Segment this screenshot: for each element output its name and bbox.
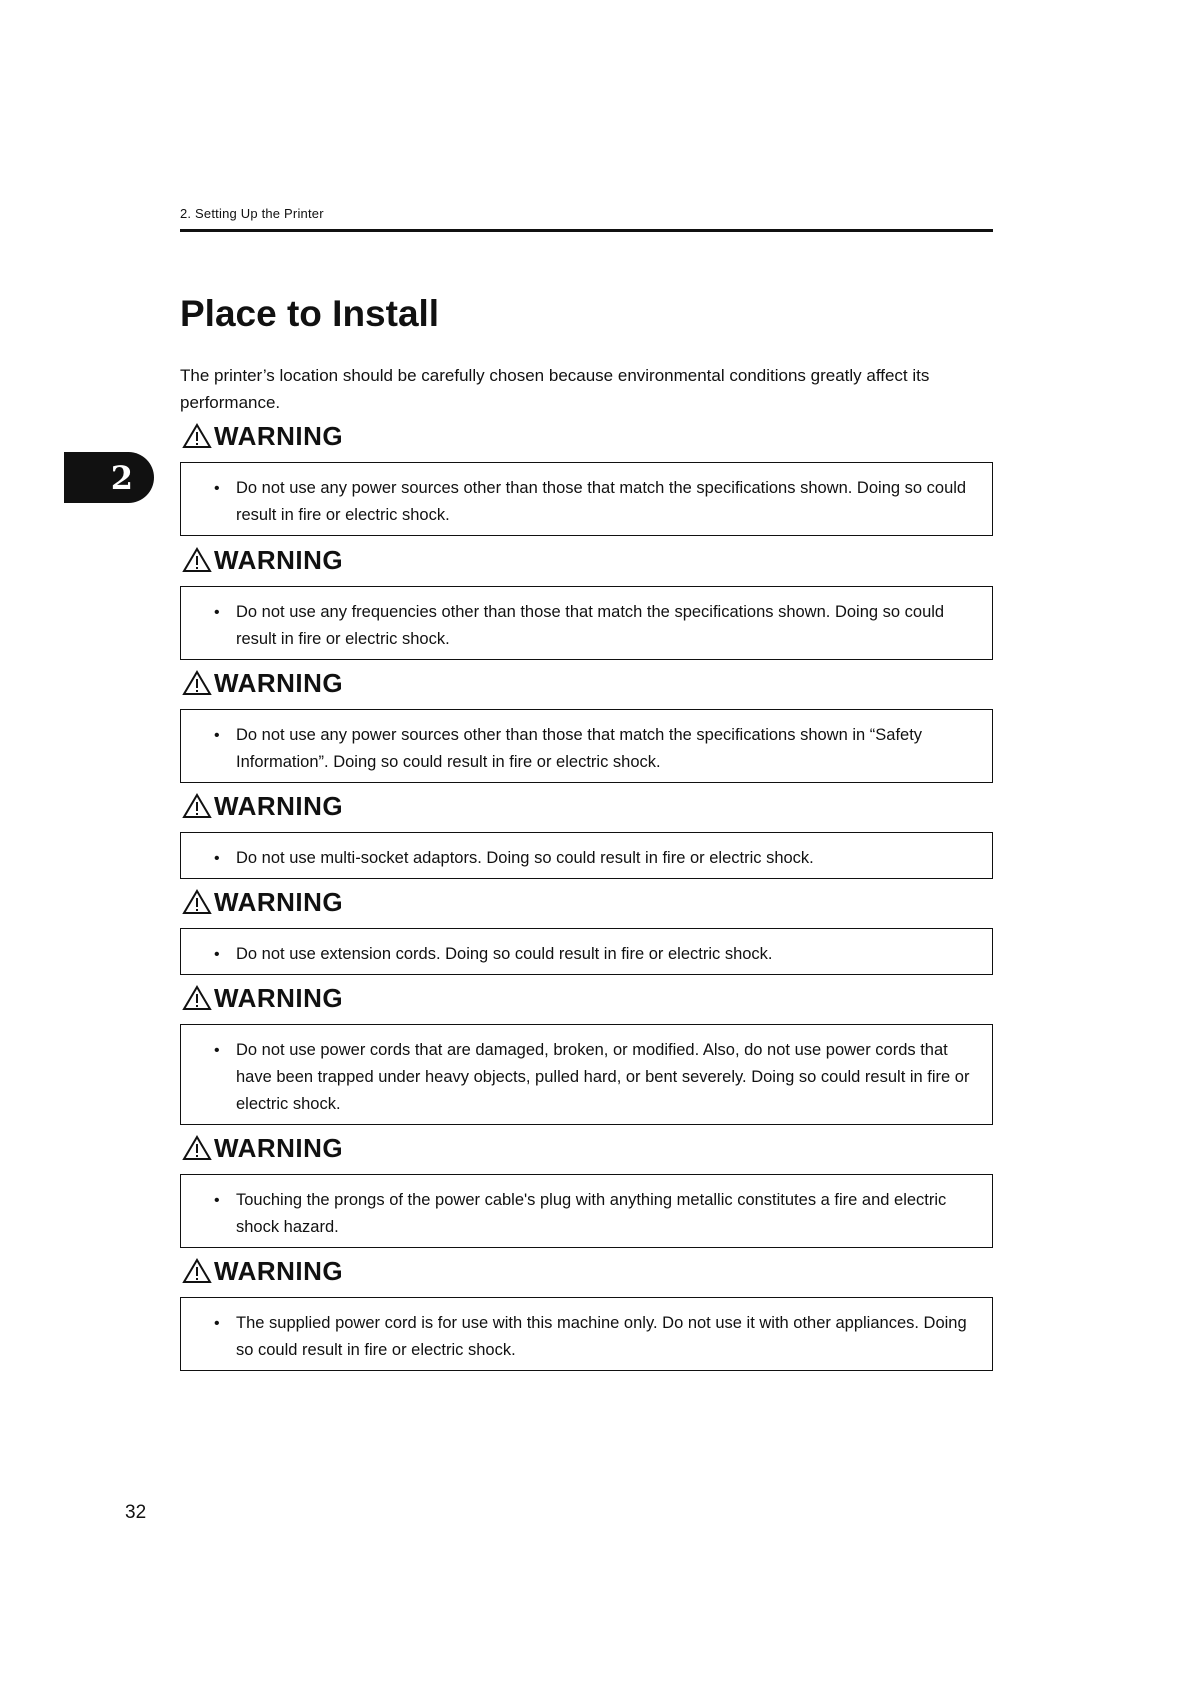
warning-text: Do not use any power sources other than those that match the specifications shown. Doing so could result in fire or electric shock. — [236, 479, 967, 524]
warning-box — [180, 462, 993, 536]
warning-text: The supplied power cord is for use with this machine only. Do not use it with other appliances. Doing so could result in fire or electric shock. — [236, 1314, 967, 1359]
warning-box — [180, 1024, 993, 1125]
warning-box — [180, 832, 993, 879]
page-title: Place to Install — [180, 293, 440, 334]
header-rule — [180, 229, 993, 232]
bullet-icon: • — [214, 850, 220, 867]
bullet-icon: • — [214, 480, 220, 497]
warning-triangle-icon — [182, 670, 212, 696]
warning-heading — [182, 983, 343, 1013]
warning-label: WARNING — [214, 1256, 344, 1286]
intro-paragraph: The printer’s location should be carefully chosen because environmental conditions greatly affect its performance. — [180, 366, 930, 412]
warning-text: Touching the prongs of the power cable's plug with anything metallic constitutes a fire and electric shock hazard. — [236, 1191, 947, 1236]
warning-triangle-icon — [182, 423, 212, 449]
warning-label: WARNING — [214, 1133, 344, 1163]
warning-triangle-icon — [182, 793, 212, 819]
warning-label: WARNING — [214, 791, 344, 821]
warning-box — [180, 1297, 993, 1371]
warning-heading — [182, 1256, 343, 1286]
bullet-icon: • — [214, 727, 220, 744]
page-number: 32 — [125, 1502, 147, 1523]
warning-text: Do not use multi-socket adaptors. Doing so could result in fire or electric shock. — [236, 849, 814, 867]
warning-box — [180, 928, 993, 975]
warning-triangle-icon — [182, 1258, 212, 1284]
warning-heading — [182, 887, 343, 917]
running-header: 2. Setting Up the Printer — [180, 206, 324, 221]
warning-box — [180, 709, 993, 783]
warning-heading — [182, 1133, 343, 1163]
warning-text: Do not use any power sources other than those that match the specifications shown in “Safety Information”. Doing so could result in fire or electric shock. — [236, 726, 923, 771]
bullet-icon: • — [214, 1315, 220, 1332]
warning-box — [180, 586, 993, 660]
warning-box — [180, 1174, 993, 1248]
warning-heading — [182, 421, 343, 451]
warning-triangle-icon — [182, 889, 212, 915]
warning-triangle-icon — [182, 547, 212, 573]
warning-text: Do not use any frequencies other than those that match the specifications shown. Doing so could result in fire or electric shock. — [236, 603, 945, 648]
warning-heading — [182, 545, 343, 575]
warning-text: Do not use power cords that are damaged, broken, or modified. Also, do not use power cords that have been trapped under heavy objects, pulled hard, or bent severely. Doing so could result in fire or electric shock. — [236, 1041, 970, 1113]
warning-heading — [182, 791, 343, 821]
bullet-icon: • — [214, 1042, 220, 1059]
warning-triangle-icon — [182, 985, 212, 1011]
warning-label: WARNING — [214, 887, 344, 917]
warning-label: WARNING — [214, 983, 344, 1013]
warning-label: WARNING — [214, 545, 344, 575]
bullet-icon: • — [214, 1192, 220, 1209]
warning-label: WARNING — [214, 668, 344, 698]
bullet-icon: • — [214, 946, 220, 963]
warning-triangle-icon — [182, 1135, 212, 1161]
warning-label: WARNING — [214, 421, 344, 451]
warning-heading — [182, 668, 343, 698]
chapter-tab: 2 — [64, 452, 154, 503]
bullet-icon: • — [214, 604, 220, 621]
warning-text: Do not use extension cords. Doing so could result in fire or electric shock. — [236, 945, 773, 963]
